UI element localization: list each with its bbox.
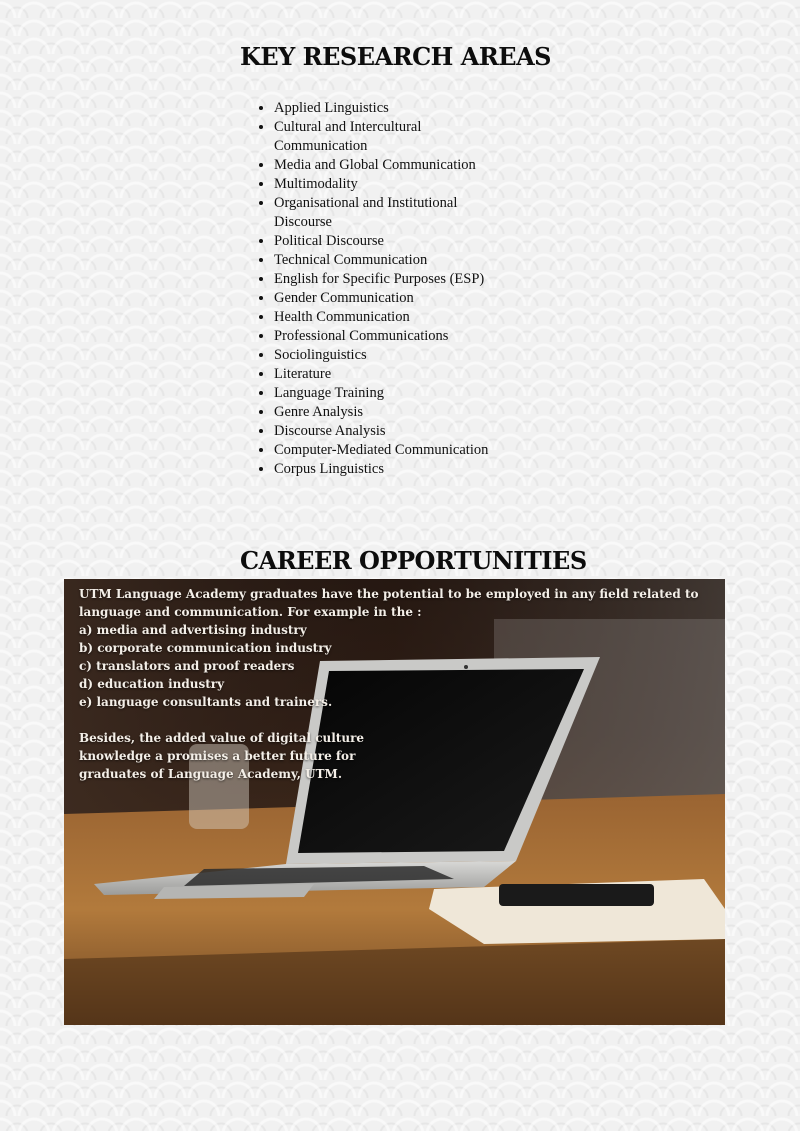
career-option: c) translators and proof readers (79, 659, 295, 673)
research-area-item: • Technical Communication (274, 251, 504, 270)
career-heading: CAREER OPPORTUNITIES (240, 546, 587, 575)
career-closing-line: knowledge a promises a better future for (79, 749, 356, 763)
research-area-item: • Corpus Linguistics (274, 460, 504, 479)
research-area-item: • Media and Global Communication (274, 156, 504, 175)
career-photo-panel (64, 579, 725, 1025)
research-area-item: • Cultural and Intercultural Communication (274, 118, 504, 156)
career-option: a) media and advertising industry (79, 623, 307, 637)
research-heading: KEY RESEARCH AREAS (240, 42, 552, 71)
career-option: e) language consultants and trainers. (79, 695, 333, 709)
career-option: b) corporate communication industry (79, 641, 332, 655)
research-area-item: • Organisational and Institutional Discourse (274, 194, 504, 232)
research-area-item: • Health Communication (274, 308, 504, 327)
research-area-item: • Literature (274, 365, 504, 384)
research-area-item: • Computer-Mediated Communication (274, 441, 504, 460)
research-area-item: • Professional Communications (274, 327, 504, 346)
research-areas-list (256, 99, 504, 479)
research-area-item: • Political Discourse (274, 232, 504, 251)
career-closing-line: Besides, the added value of digital culture (79, 731, 365, 745)
research-area-item: • Gender Communication (274, 289, 504, 308)
research-area-item: • Language Training (274, 384, 504, 403)
research-area-item: • Genre Analysis (274, 403, 504, 422)
research-area-item: • Discourse Analysis (274, 422, 504, 441)
career-description (79, 585, 719, 783)
research-area-item: • Multimodality (274, 175, 504, 194)
career-intro: UTM Language Academy graduates have the potential to be employed in any field related to language and communication. For example in the : (79, 587, 699, 619)
research-area-item: • Sociolinguistics (274, 346, 504, 365)
career-closing-line: graduates of Language Academy, UTM. (79, 767, 343, 781)
career-option: d) education industry (79, 677, 225, 691)
research-area-item: • Applied Linguistics (274, 99, 504, 118)
research-area-item: • English for Specific Purposes (ESP) (274, 270, 504, 289)
